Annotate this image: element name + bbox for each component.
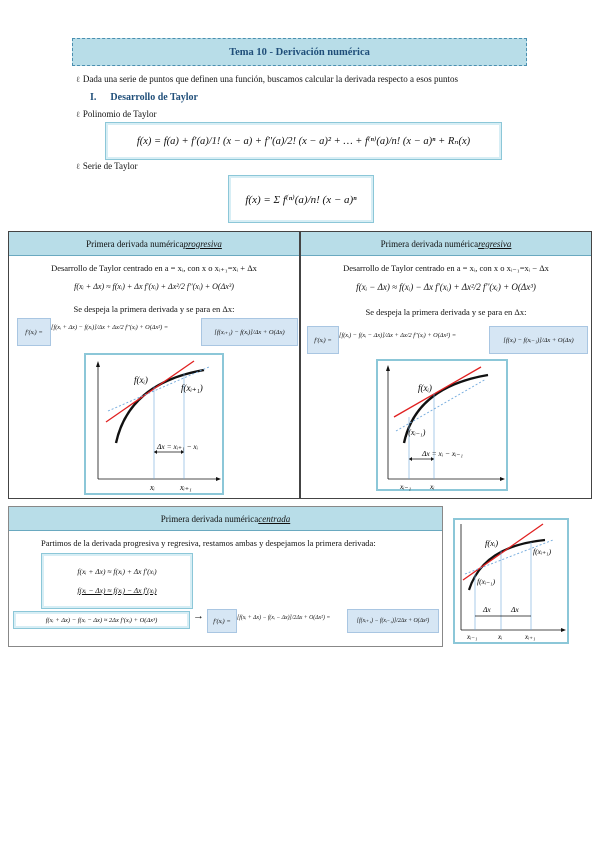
regresiva-line2: Se despeja la primera derivada y se para en Δx: xyxy=(365,307,527,317)
panel-regresiva-header: Primera derivada numérica regresiva xyxy=(301,232,591,256)
progresiva-eq2-mid: [f(xᵢ + Δx) − f(xᵢ)]/Δx + Δx/2 f′′(xᵢ) + O(Δx²) = xyxy=(51,324,169,331)
regresiva-eq2-left: f′(xᵢ) = xyxy=(307,326,339,354)
regresiva-graph-dx: Δx = xᵢ − xᵢ₋₁ xyxy=(422,449,463,458)
regresiva-graph xyxy=(376,359,508,491)
progresiva-graph-fxi: f(xᵢ) xyxy=(134,375,148,385)
centrada-graph-fxim1: f(xᵢ₋₁) xyxy=(477,577,496,586)
regresiva-line1: Desarrollo de Taylor centrado en a = xᵢ, con x o xᵢ₋₁=xᵢ − Δx xyxy=(343,263,549,273)
centrada-eq-d-right: [f(xᵢ₊₁) − f(xᵢ₋₁)]/2Δx + O(Δx²) xyxy=(347,609,439,633)
regresiva-eq1: f(xᵢ − Δx) ≈ f(xᵢ) − Δx f′(xᵢ) + Δx²/2 f′′(xᵢ) + O(Δx³) xyxy=(356,282,536,292)
progresiva-graph xyxy=(84,353,224,495)
regresiva-eq2-right: [f(xᵢ) − f(xᵢ₋₁)]/Δx + O(Δx) xyxy=(489,326,588,354)
centrada-eq-b: f(xᵢ − Δx) ≈ f(xᵢ) − Δx f′(xᵢ) xyxy=(77,586,157,595)
centrada-eq-c: f(xᵢ + Δx) − f(xᵢ − Δx) ≈ 2Δx f′(xᵢ) + O(Δx³) xyxy=(13,611,190,629)
centrada-graph-xi: xᵢ xyxy=(498,633,503,641)
panel-regresiva xyxy=(300,231,592,499)
centrada-eq-d-left: f′(xᵢ) = xyxy=(207,609,237,633)
progresiva-eq1: f(xᵢ + Δx) ≈ f(xᵢ) + Δx f′(xᵢ) + Δx²/2 f′′(xᵢ) + O(Δx³) xyxy=(74,282,234,291)
progresiva-line2: Se despeja la primera derivada y se para en Δx: xyxy=(73,304,235,314)
centrada-graph-xi1: xᵢ₊₁ xyxy=(525,633,536,641)
regresiva-graph-xim1: xᵢ₋₁ xyxy=(400,482,412,491)
progresiva-line1: Desarrollo de Taylor centrado en a = xᵢ, con x o xᵢ₊₁=xᵢ + Δx xyxy=(51,263,257,273)
bullet-icon: ℓ xyxy=(76,75,80,84)
centrada-eq-a: f(xᵢ + Δx) ≈ f(xᵢ) + Δx f′(xᵢ) xyxy=(77,567,157,576)
bullet-icon: ℓ xyxy=(76,162,80,171)
taylor-series-formula: f(x) = Σ f⁽ⁿ⁾(a)/n! (x − a)ⁿ xyxy=(228,175,374,223)
progresiva-graph-xi1: xᵢ₊₁ xyxy=(180,483,192,492)
centrada-graph xyxy=(453,518,569,644)
regresiva-eq2-mid: [f(xᵢ) − f(xᵢ − Δx)]/Δx + Δx/2 f′′(xᵢ) + O(Δx²) = xyxy=(339,332,457,339)
panel-progresiva xyxy=(8,231,300,499)
centrada-graph-xim1: xᵢ₋₁ xyxy=(467,633,478,641)
panel-centrada xyxy=(8,506,443,647)
intro-text: ℓ Dada una serie de puntos que definen una función, buscamos calcular la derivada respecto a esos puntos xyxy=(76,74,458,84)
polinomio-label: ℓ Polinomio de Taylor xyxy=(76,109,157,119)
progresiva-graph-xi: xᵢ xyxy=(150,483,155,492)
panel-progresiva-header: Primera derivada numérica progresiva xyxy=(9,232,299,256)
page-title: Tema 10 - Derivación numérica xyxy=(72,38,527,66)
progresiva-eq2-left: f′(xᵢ) = xyxy=(17,318,51,346)
centrada-line1: Partimos de la derivada progresiva y regresiva, restamos ambas y despejamos la primera derivada: xyxy=(41,538,376,548)
taylor-polynomial-formula: f(x) = f(a) + f′(a)/1! (x − a) + f′′(a)/2! (x − a)² + … + f⁽ⁿ⁾(a)/n! (x − a)ⁿ + Rₙ(x) xyxy=(105,122,502,160)
centrada-graph-fxi: f(xᵢ) xyxy=(485,538,499,548)
centrada-graph-dx-left: Δx xyxy=(483,605,491,614)
centrada-graph-fxi1: f(xᵢ₊₁) xyxy=(533,547,552,556)
centrada-graph-dx-right: Δx xyxy=(511,605,519,614)
progresiva-eq2-right: [f(xᵢ₊₁) − f(xᵢ)]/Δx + O(Δx) xyxy=(201,318,298,346)
progresiva-graph-fxi1: f(xᵢ₊₁) xyxy=(181,383,203,393)
centrada-system xyxy=(41,553,193,609)
section-heading: I. Desarrollo de Taylor xyxy=(90,92,198,103)
panel-centrada-header: Primera derivada numérica centrada xyxy=(9,507,442,531)
progresiva-graph-dx: Δx = xᵢ₊₁ − xᵢ xyxy=(157,442,198,451)
regresiva-graph-xi: xᵢ xyxy=(430,482,435,491)
bullet-icon: ℓ xyxy=(76,110,80,119)
arrow-right-icon: → xyxy=(193,610,204,622)
regresiva-graph-fxim1: f(xᵢ₋₁) xyxy=(406,428,426,437)
regresiva-graph-fxi: f(xᵢ) xyxy=(418,383,432,393)
serie-label: ℓ Serie de Taylor xyxy=(76,161,138,171)
centrada-eq-d-mid: [f(xᵢ + Δx) − f(xᵢ − Δx)]/2Δx + O(Δx²) = xyxy=(237,615,331,621)
